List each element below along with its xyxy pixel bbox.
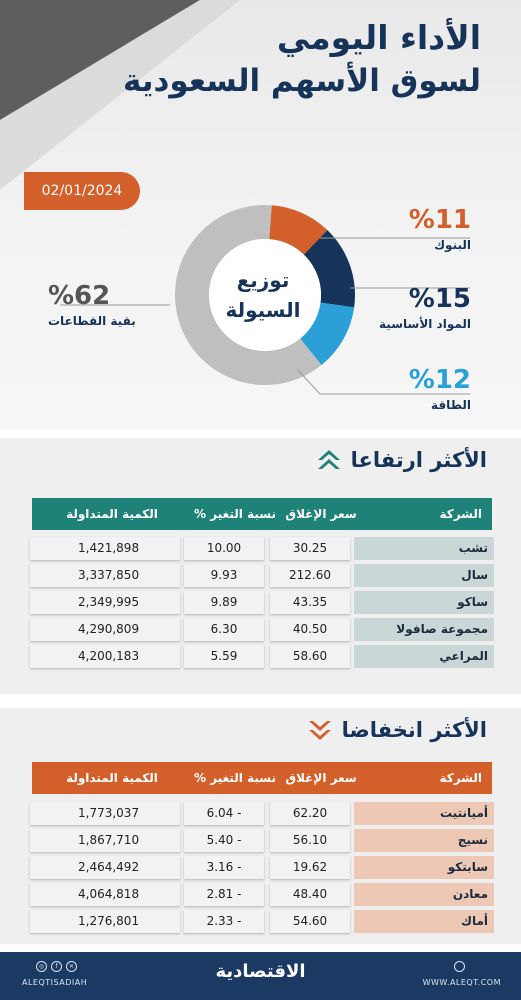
cell-volume: 4,200,183 [30, 645, 180, 668]
cell-company: مجموعة صافولا [354, 618, 494, 641]
col-change: نسبة التغير % [194, 771, 276, 785]
legend-other-percent: %62 [48, 281, 111, 311]
footer [0, 952, 521, 1000]
legend-materials-name: المواد الأساسية [379, 317, 471, 331]
cell-company: أميانتيت [354, 802, 494, 825]
table-row [30, 618, 494, 641]
donut-center-line-2: السيولة [225, 298, 301, 322]
losers-section [0, 708, 521, 944]
cell-change: 9.93 [184, 564, 264, 587]
cell-change: - 6.04 [184, 802, 264, 825]
col-volume: الكمية المتداولة [66, 507, 158, 521]
facebook-icon[interactable]: f [51, 961, 62, 972]
legend-banks [409, 204, 471, 254]
legend-energy [409, 364, 471, 414]
col-close: سعر الإغلاق [285, 507, 357, 521]
legend-energy-name: الطاقة [431, 398, 471, 412]
table-row [30, 537, 494, 560]
cell-volume: 4,290,809 [30, 618, 180, 641]
legend-other [48, 280, 148, 330]
legend-banks-percent: %11 [408, 205, 471, 235]
cell-volume: 4,064,818 [30, 883, 180, 906]
col-close: سعر الإغلاق [285, 771, 357, 785]
legend-energy-percent: %12 [408, 365, 471, 395]
cell-volume: 1,773,037 [30, 802, 180, 825]
table-row [30, 564, 494, 587]
cell-company: ساكو [354, 591, 494, 614]
title-line-1: الأداء اليومي [276, 18, 481, 57]
cell-close: 43.35 [270, 591, 350, 614]
cell-company: نسيج [354, 829, 494, 852]
cell-change: - 5.40 [184, 829, 264, 852]
cell-close: 212.60 [270, 564, 350, 587]
cell-change: - 3.16 [184, 856, 264, 879]
table-row [30, 645, 494, 668]
table-row [30, 883, 494, 906]
cell-change: 6.30 [184, 618, 264, 641]
cell-volume: 3,337,850 [30, 564, 180, 587]
cell-close: 58.60 [270, 645, 350, 668]
x-icon[interactable]: ✕ [66, 961, 77, 972]
website-link[interactable]: WWW.ALEQT.COM [422, 978, 501, 987]
date-badge: 02/01/2024 [24, 172, 140, 210]
cell-close: 30.25 [270, 537, 350, 560]
legend-other-name: بقية القطاعات [48, 314, 136, 328]
losers-title: الأكثر انخفاضا [341, 718, 487, 742]
cell-close: 40.50 [270, 618, 350, 641]
cell-change: 9.89 [184, 591, 264, 614]
title-line-2: لسوق الأسهم السعودية [123, 63, 481, 99]
table-row [30, 910, 494, 933]
cell-volume: 1,867,710 [30, 829, 180, 852]
col-company: الشركة [439, 507, 482, 521]
cell-company: المراعي [354, 645, 494, 668]
cell-close: 19.62 [270, 856, 350, 879]
cell-change: 5.59 [184, 645, 264, 668]
cell-close: 62.20 [270, 802, 350, 825]
losers-table-header [32, 762, 492, 794]
brand-logo: الاقتصادية [215, 961, 306, 982]
legend-materials [379, 283, 471, 333]
cell-volume: 1,276,801 [30, 910, 180, 933]
table-row [30, 856, 494, 879]
table-row [30, 802, 494, 825]
gainers-title: الأكثر ارتفاعا [350, 448, 487, 472]
table-row [30, 829, 494, 852]
cell-company: سابتكو [354, 856, 494, 879]
cell-change: 10.00 [184, 537, 264, 560]
cell-company: أماك [354, 910, 494, 933]
cell-company: معادن [354, 883, 494, 906]
cell-volume: 2,464,492 [30, 856, 180, 879]
gainers-heading [317, 448, 487, 472]
cell-close: 54.60 [270, 910, 350, 933]
losers-heading [308, 718, 487, 742]
instagram-icon[interactable]: ◎ [36, 961, 47, 972]
legend-banks-name: البنوك [434, 238, 471, 252]
cell-change: - 2.33 [184, 910, 264, 933]
cell-change: - 2.81 [184, 883, 264, 906]
legend-materials-percent: %15 [408, 284, 471, 314]
cell-company: سال [354, 564, 494, 587]
cell-close: 48.40 [270, 883, 350, 906]
globe-icon [454, 961, 465, 972]
table-row [30, 591, 494, 614]
gainers-table-header [32, 498, 492, 530]
cell-company: تشب [354, 537, 494, 560]
social-handle[interactable]: ALEQTISADIAH [22, 978, 88, 987]
double-chevron-down-icon [308, 718, 332, 742]
cell-volume: 2,349,995 [30, 591, 180, 614]
col-company: الشركة [439, 771, 482, 785]
col-change: نسبة التغير % [194, 507, 276, 521]
double-chevron-up-icon [317, 448, 341, 472]
col-volume: الكمية المتداولة [66, 771, 158, 785]
cell-close: 56.10 [270, 829, 350, 852]
cell-volume: 1,421,898 [30, 537, 180, 560]
donut-center-line-1: توزيع [236, 268, 290, 292]
